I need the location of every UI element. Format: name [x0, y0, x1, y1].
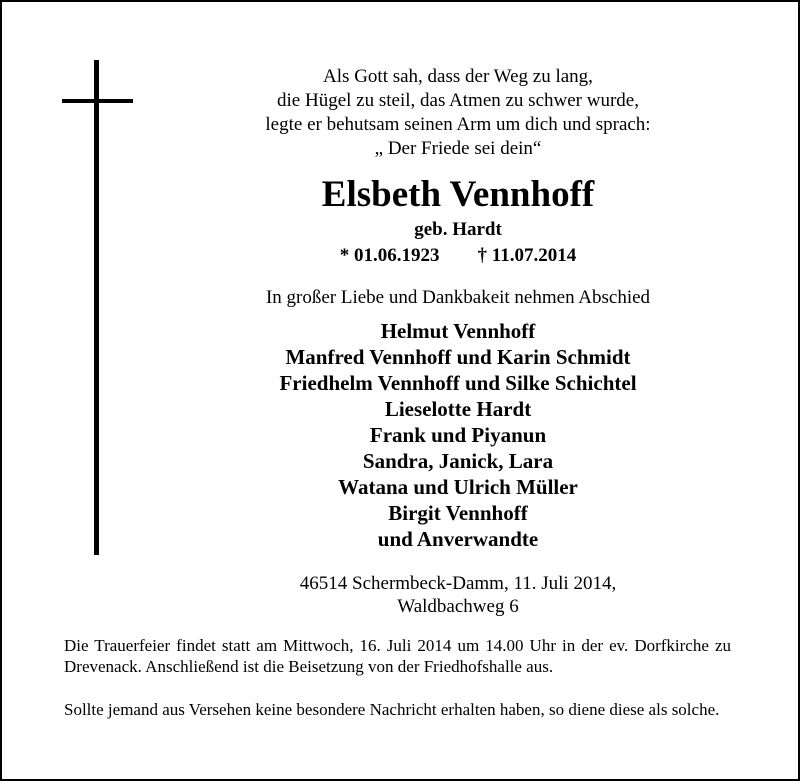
- mourner-entry: Frank und Piyanun: [369, 423, 547, 447]
- mourner-entry: Lieselotte Hardt: [384, 397, 532, 421]
- cross-horizontal-bar: [62, 99, 133, 103]
- address-block: [158, 572, 758, 618]
- birth-date: * 01.06.1923: [339, 245, 440, 266]
- deceased-name: Elsbeth Vennhoff: [321, 174, 595, 215]
- maiden-name: geb. Hardt: [414, 219, 502, 240]
- notification-note: Sollte jemand aus Versehen keine besondere Nachricht erhalten haben, so diene diese als solche.: [64, 700, 720, 719]
- farewell-line: In großer Liebe und Dankbakeit nehmen Abschied: [265, 287, 651, 308]
- verse-line: die Hügel zu steil, das Atmen zu schwer wurde,: [277, 90, 639, 111]
- address-line: Waldbachweg 6: [397, 596, 519, 617]
- mourner-entry: und Anverwandte: [377, 527, 539, 551]
- mourner-entry: Watana und Ulrich Müller: [338, 475, 578, 499]
- mourner-entry: Friedhelm Vennhoff und Silke Schichtel: [279, 371, 637, 395]
- mourner-entry: Manfred Vennhoff und Karin Schmidt: [285, 345, 631, 369]
- mourners-list: [158, 318, 758, 552]
- verse-line: legte er behutsam seinen Arm um dich und sprach:: [265, 114, 651, 135]
- verse-line: Als Gott sah, dass der Weg zu lang,: [323, 66, 593, 87]
- cross-vertical-bar: [94, 60, 99, 555]
- mourner-entry: Birgit Vennhoff: [388, 501, 528, 525]
- funeral-service-note: Die Trauerfeier findet statt am Mittwoch, 16. Juli 2014 um 14.00 Uhr in der ev. Dorfkirche zu Drevenack. Anschließend ist die Beisetzung von der Friedhofshalle aus.: [64, 636, 731, 676]
- life-dates: [158, 244, 758, 268]
- verse-line: „ Der Friede sei dein“: [374, 138, 542, 159]
- memorial-verse: [158, 65, 758, 161]
- mourner-entry: Sandra, Janick, Lara: [362, 449, 554, 473]
- mourner-entry: Helmut Vennhoff: [380, 319, 536, 343]
- address-line: 46514 Schermbeck-Damm, 11. Juli 2014,: [299, 573, 617, 594]
- death-date: † 11.07.2014: [477, 245, 577, 266]
